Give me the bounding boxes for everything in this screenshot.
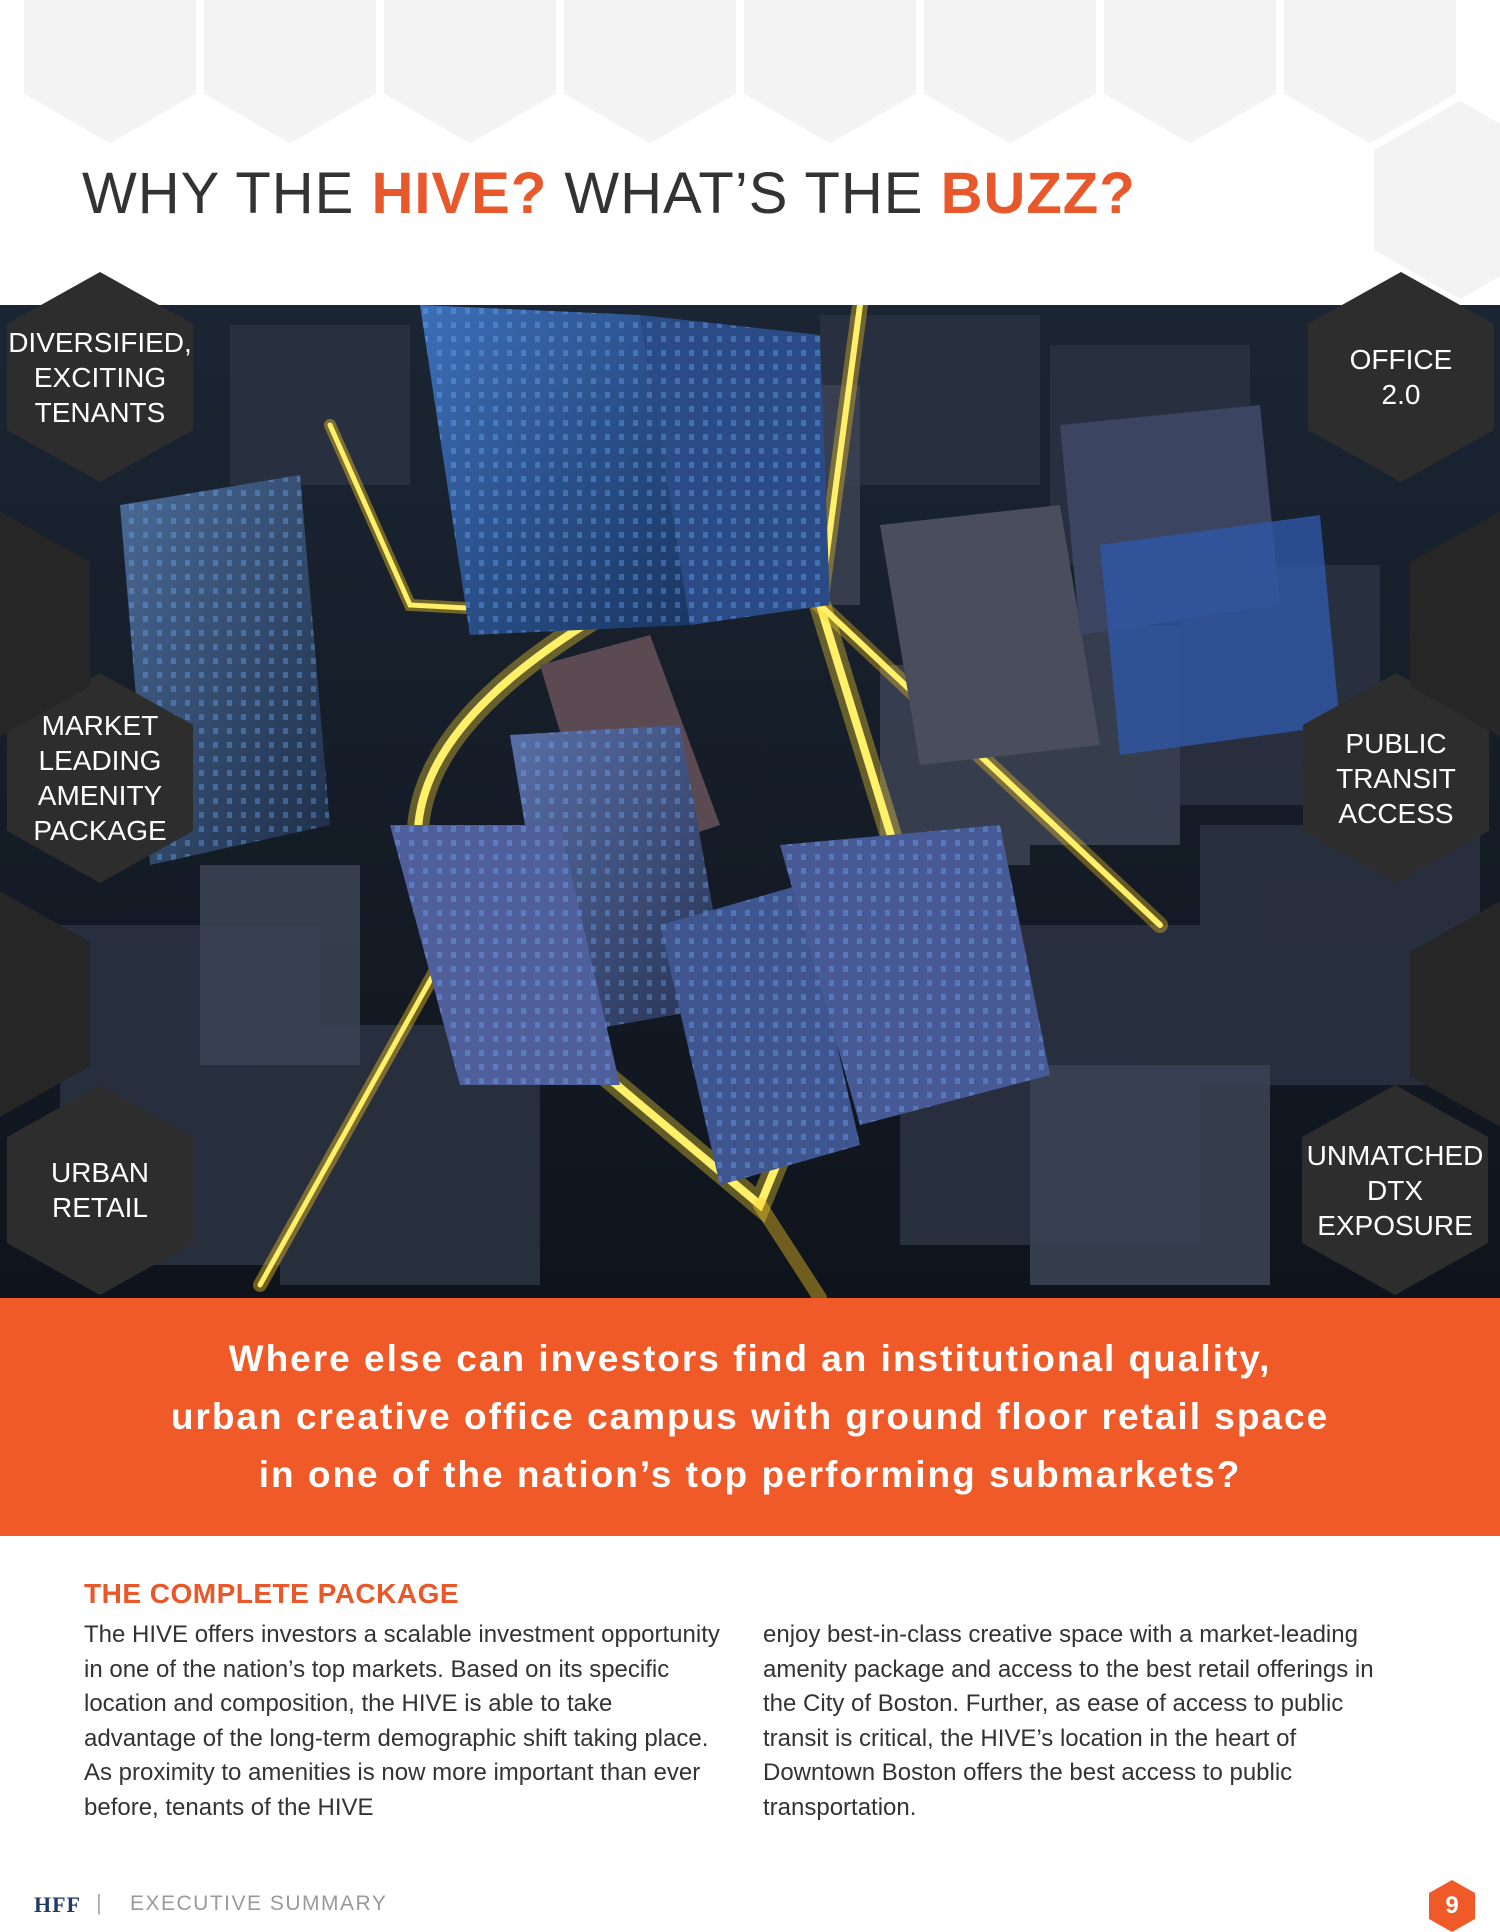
page-number: 9: [1445, 1892, 1459, 1919]
title-accent-hive: HIVE?: [371, 161, 548, 226]
hex-label-retail: URBAN RETAIL: [50, 1157, 149, 1223]
title-part-1: WHY THE: [82, 161, 372, 226]
page-number-badge: [1426, 1880, 1478, 1932]
callout-band: [0, 1298, 1500, 1536]
callout-text: Where else can investors find an institutional quality, urban creative office campus with ground floor retail space in one of the nation’s top performing submarkets?: [170, 1338, 1330, 1495]
title-part-2: WHAT’S THE: [547, 161, 941, 226]
hff-logo: HFF: [34, 1892, 81, 1917]
hex-label-office: OFFICE 2.0: [1349, 344, 1453, 410]
footer: [0, 1880, 1500, 1932]
hex-label-exposure: UNMATCHED DTX EXPOSURE: [1306, 1139, 1484, 1241]
title-accent-buzz: BUZZ?: [940, 161, 1136, 226]
body-column-right: enjoy best-in-class creative space with a market-leading amenity package and access to the best retail offerings in the City of Boston. Further, as ease of access to public transit is critical, the HIVE’s location in the heart of Downtown Boston offers the best access to public transportation.: [763, 1621, 1374, 1821]
section-heading: THE COMPLETE PACKAGE: [84, 1578, 460, 1609]
hex-label-amenity: MARKET LEADING AMENITY PACKAGE: [33, 710, 167, 846]
hex-label-diversified: DIVERSIFIED, EXCITING TENANTS: [8, 326, 192, 428]
hex-label-transit: PUBLIC TRANSIT ACCESS: [1336, 727, 1456, 829]
footer-section-label: EXECUTIVE SUMMARY: [130, 1892, 388, 1915]
footer-separator: |: [96, 1890, 102, 1915]
body-column-left: The HIVE offers investors a scalable investment opportunity in one of the nation’s top markets. Based on its specific location and composition, the HIVE is able to take advantage of the long-term demographic shift taking place. As proximity to amenities is now more important than ever before, tenants of the HIVE: [84, 1621, 720, 1821]
